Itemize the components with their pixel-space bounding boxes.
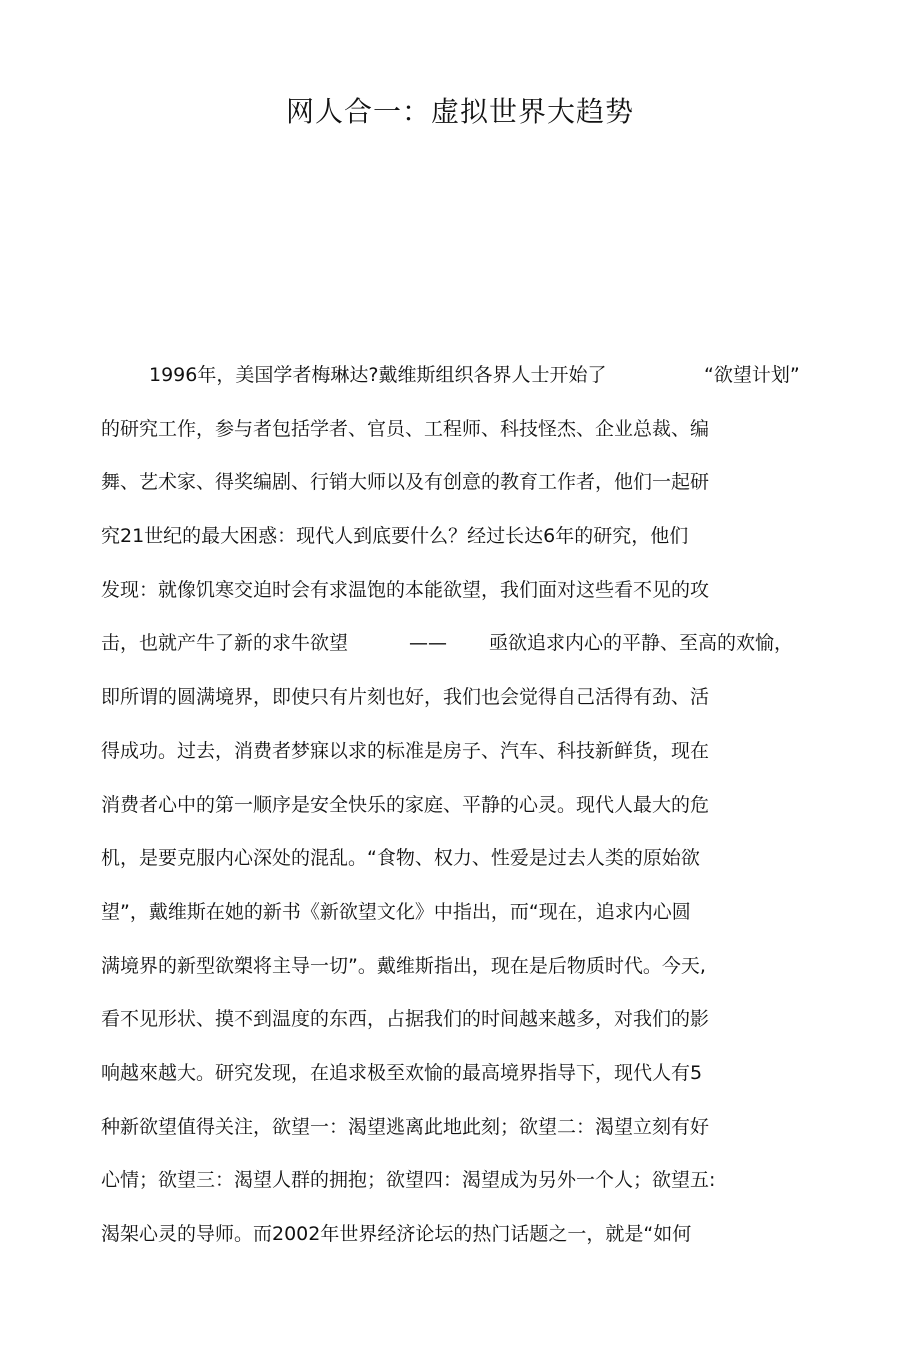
paragraph-line bbox=[101, 1161, 816, 1215]
paragraph-line bbox=[101, 1000, 816, 1054]
paragraph-line bbox=[101, 410, 816, 464]
paragraph-line bbox=[101, 1108, 816, 1162]
document-title: 网人合一：虚拟世界大趋势 bbox=[285, 95, 634, 128]
paragraph-line bbox=[101, 1215, 816, 1269]
text-segment: 满境界的新型欲槊将主导一切”。戴维斯指出，现在是后物质时代。今天, bbox=[101, 954, 706, 977]
text-segment: 消费者心中的第一顺序是安全快乐的家庭、平静的心灵。现代人最大的危 bbox=[101, 793, 710, 816]
text-segment: 即所谓的圆满境界，即使只有片刻也好，我们也会觉得自己活得有劲、活 bbox=[101, 686, 710, 709]
text-segment: 究21世纪的最大困惑：现代人到底要什么？经过长达6年的研究，他们 bbox=[101, 525, 689, 548]
paragraph-line bbox=[101, 517, 816, 571]
text-segment: 心情；欲望三：渴望人群的拥抱；欲望四：渴望成为另外一个人；欲望五: bbox=[101, 1169, 716, 1192]
paragraph-line bbox=[101, 947, 816, 1001]
paragraph-line bbox=[101, 1054, 816, 1108]
text-segment: 发现：就像饥寒交迫时会有求温饱的本能欲望，我们面对这些看不见的攻 bbox=[101, 578, 710, 601]
document-body bbox=[101, 356, 816, 1269]
paragraph-line bbox=[101, 571, 816, 625]
paragraph-line bbox=[101, 786, 816, 840]
text-segment: 得成功。过去，消费者梦寐以求的标准是房子、汽车、科技新鲜货，现在 bbox=[101, 739, 710, 762]
text-segment: 击，也就产牛了新的求牛欲望 bbox=[101, 632, 349, 655]
paragraph-line bbox=[101, 732, 816, 786]
text-segment: 1996年，美国学者梅琳达?戴维斯组织各界人士开始了 bbox=[149, 364, 607, 386]
paragraph-line bbox=[101, 463, 816, 517]
text-segment: “欲望计划” bbox=[704, 364, 800, 386]
em-dash: —— bbox=[409, 632, 447, 655]
text-segment: 看不见形状、摸不到温度的东西，占据我们的时间越来越多，对我们的影 bbox=[101, 1008, 710, 1031]
paragraph-line bbox=[101, 678, 816, 732]
text-segment: 响越來越大。研究发现，在追求极至欢愉的最高境界指导下，现代人有5 bbox=[101, 1061, 703, 1084]
paragraph-line bbox=[101, 624, 816, 678]
text-segment: 渴架心灵的导师。而2002年世界经济论坛的热门话题之一，就是“如何 bbox=[101, 1223, 692, 1245]
text-segment: 机，是要克服内心深处的混乱。“食物、权力、性爱是过去人类的原始欲 bbox=[101, 847, 700, 870]
paragraph-line bbox=[101, 893, 816, 947]
text-segment: 舞、艺术家、得奖编剧、行销大师以及有创意的教育工作者，他们一起研 bbox=[101, 471, 710, 494]
paragraph-line bbox=[101, 356, 816, 410]
text-segment: 的研究工作，参与者包括学者、官员、工程师、科技怪杰、企业总裁、编 bbox=[101, 417, 710, 440]
text-segment: 种新欲望值得关注，欲望一：渴望逃离此地此刻；欲望二：渴望立刻有好 bbox=[101, 1115, 710, 1138]
paragraph-line bbox=[101, 839, 816, 893]
text-segment: 望”，戴维斯在她的新书《新欲望文化》中指出，而“现在，追求内心圆 bbox=[101, 900, 691, 923]
text-segment: 亟欲追求内心的平静、至高的欢愉， bbox=[489, 632, 794, 655]
